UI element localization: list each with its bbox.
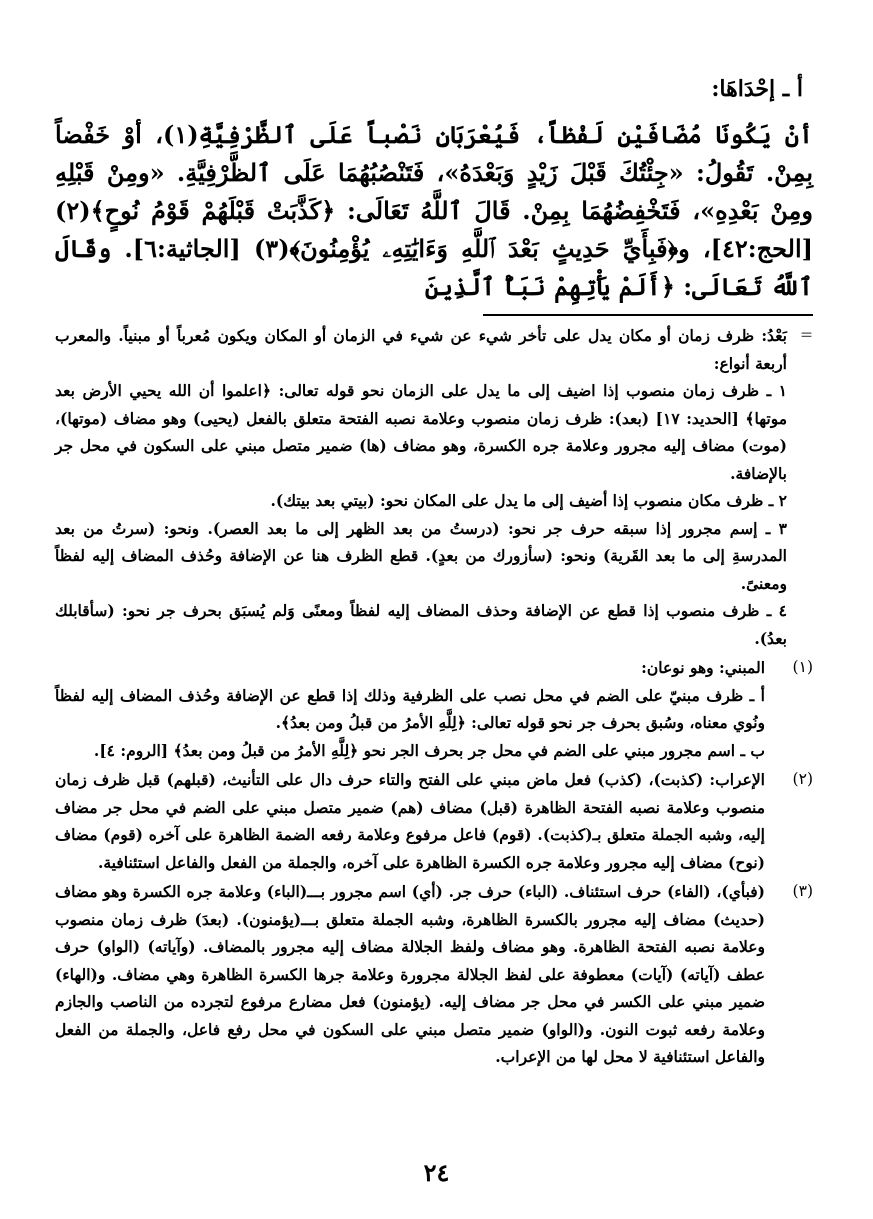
page-number: ٢٤ [423, 1158, 450, 1187]
footnote-number: (١) [792, 658, 813, 676]
footnote-line: ٤ ـ ظرف منصوب إذا قطع عن الإضافة وحذف المضاف إليه لفظاً ومعنًى وَلم يُسبَق بحرف جر نحو: (سأقابلك بعدُ). [55, 601, 787, 648]
footnote-line: ب ـ اسم مجرور مبني على الضم في محل جر بحرف الجر نحو ﴿لِلَّهِ الأمرُ من قبلُ ومن بعدُ﴾ [الروم: ٤]. [93, 740, 765, 760]
footnote-2 [55, 766, 813, 876]
section-heading: أ ـ إحْدَاهَا: [711, 76, 803, 102]
footnote-1 [55, 654, 813, 764]
footnote-line: ٣ ـ إسم مجرور إذا سبقه حرف جر نحو: (درستُ من بعد الظهر إلى ما بعد العصر). ونحو: (سرتُ من بعد المدرسةِ إلى ما بعد القَرية) ونحو: (سأزورك من بعدٍ). قطع الظرف هنا عن الإضافة وحُذف المضاف إليه لفظاً ومعنىً. [55, 518, 787, 593]
footnote-number: (٣) [792, 882, 813, 900]
main-paragraph: أنْ يَكُونَا مُضَافَيْنِ لَفْظاً، فَيُعْرَبَانِ نَصْباً عَلَى ٱلظَّرْفِيَّةِ(١)، أوْ خَفْضاً بِمِنْ. تَقُولُ: «جِئْتُكَ قَبْلَ زَيْدٍ وَبَعْدَهُ»، فَتَنْصُبُهُمَا عَلَى ٱلظَّرْفِيَّةِ. «ومِنْ قَبْلِهِ ومِنْ بَعْدِهِ»، فَتَخْفِضُهُمَا بِمِنْ. قَالَ ٱللَّهُ تَعَالَى: ﴿كَذَّبَتْ قَبْلَهُمْ قَوْمُ نُوحٍ﴾(٢) [الحج:٤٢]، و﴿فَبِأَيِّ حَدِيثٍ بَعْدَ ٱللَّهِ وَءَايَٰتِهِۦ يُؤْمِنُونَ﴾(٣) [الجاثية:٦]. وقَالَ ٱللَّهُ تَعَالَى: ﴿أَلَمْ يَأْتِهِمْ نَبَأُ ٱلَّذِينَ [55, 120, 814, 301]
footnote-line: المبني: وهو نوعان: [641, 658, 765, 677]
footnote-3 [55, 878, 813, 1071]
footnote-line: بَعْدُ: ظرف زمان أو مكان يدل على تأخر شيء عن شيء في الزمان أو المكان ويكون مُعرباً أو مبنياً. والمعرب أربعة أنواع: [55, 326, 787, 373]
continued-footnote [55, 322, 813, 652]
footnote-line: ٢ ـ ظرف مكان منصوب إذا أضيف إلى ما يدل على المكان نحو: (بيتي بعد بيتك). [270, 491, 787, 510]
continuation-mark: = [800, 326, 813, 344]
footnote-line: أ ـ ظرف مبنيّ على الضم في محل نصب على الظرفية وذلك إذا قطع عن الإضافة وحُذف المضاف إليه لفظاً ونُوي معناه، وسُبق بحرف جر نحو قوله تعالى: ﴿لِلَّهِ الأمرُ من قبلُ ومن بعدُ﴾. [55, 685, 765, 732]
footnote-number: (٢) [792, 770, 813, 788]
footnote-line: (فبأي)، (الفاء) حرف استئناف. (الباء) حرف جر. (أي) اسم مجرور بـــ(الباء) وعلامة جره الكسرة وهو مضاف (حديث) مضاف إليه مجرور بالكسرة الظاهرة، وشبه الجملة متعلق بـــ(يؤمنون). (بعدَ) ظرف زمان منصوب وعلامة نصبه الفتحة الظاهرة. وهو مضاف ولفظ الجلالة مضاف إليه مجرور بالمضاف. (وآياته) (الواو) حرف عطف (آياته) (آيات) معطوفة على لفظ الجلالة مجرورة وعلامة جرها الكسرة الظاهرة وهي مضاف. و(الهاء) ضمير مبني على الكسر في محل جر مضاف إليه. (يؤمنون) فعل مضارع مرفوع لتجرده من الناصب والجازم وعلامة رفعه ثبوت النون. و(الواو) ضمير متصل مبني على السكون في محل رفع فاعل، والجملة من الفعل والفاعل استئنافية لا محل لها من الإعراب. [55, 882, 765, 1066]
footnotes-section [55, 322, 813, 1071]
footnote-divider [483, 314, 813, 316]
footnote-line: الإعراب: (كذبت)، (كذب) فعل ماض مبني على الفتح والتاء حرف دال على التأنيث، (قبلهم) قبل ظرف زمان منصوب وعلامة نصبه الفتحة الظاهرة (قبل) مضاف (هم) ضمير متصل مبني على الضم في محل جر مضاف إليه، وشبه الجملة متعلق بـ(كذبت). (قوم) فاعل مرفوع وعلامة رفعه الضمة الظاهرة على آخره (قوم) مضاف (نوح) مضاف إليه مجرور وعلامة جره الكسرة الظاهرة على آخره، والجملة من الفعل والفاعل استئنافية. [55, 770, 765, 872]
footnote-line: ١ ـ ظرف زمان منصوب إذا اضيف إلى ما يدل على الزمان نحو قوله تعالى: ﴿اعلموا أن الله يحيي الأرض بعد موتها﴾ [الحديد: ١٧] (بعد): ظرف زمان منصوب وعلامة نصبه الفتحة متعلق بالفعل (يحيى) وهو مضاف (موتها)، (موت) مضاف إليه مجرور وعلامة جره الكسرة، وهو مضاف (ها) ضمير متصل مبني على السكون في محل جر بالإضافة. [55, 381, 787, 483]
